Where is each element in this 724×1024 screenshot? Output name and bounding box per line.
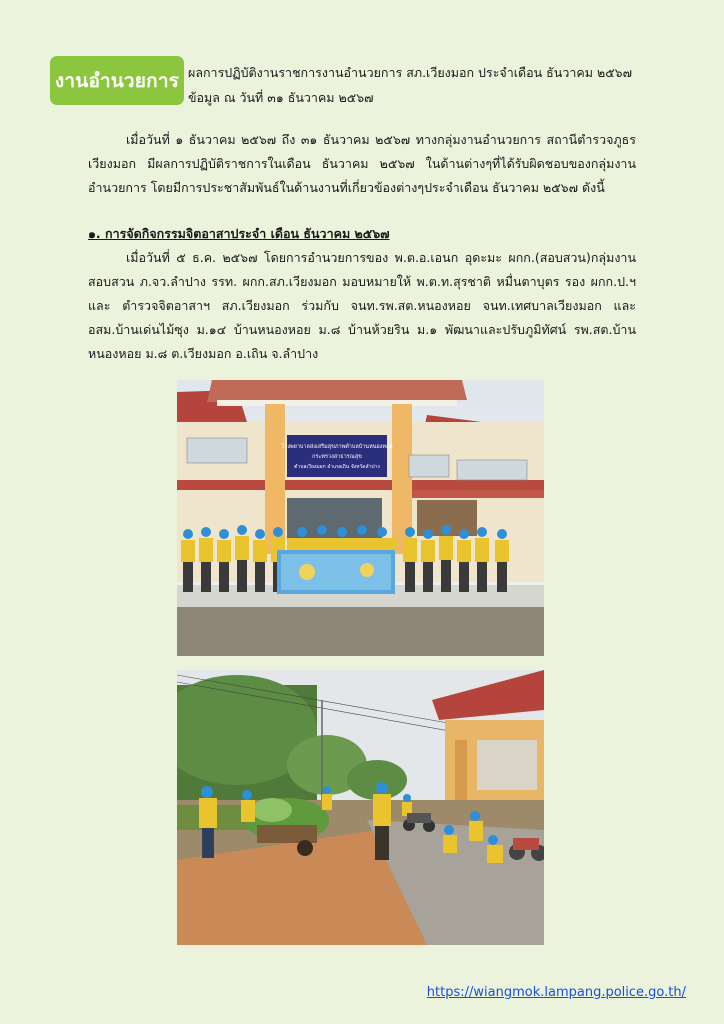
report-title: ผลการปฏิบัติงานราชการงานอำนวยการ สภ.เวียงมอก ประจำเดือน ธันวาคม ๒๕๖๗ bbox=[188, 65, 633, 80]
health-center-sign-line2: กระทรวงสาธารณสุข bbox=[312, 454, 362, 460]
health-center-sign-line3: ตำบลเวียงมอก อำเภอเถิน จังหวัดลำปาง bbox=[294, 464, 380, 470]
website-link[interactable]: https://wiangmok.lampang.police.go.th/ bbox=[426, 985, 686, 1000]
report-date: ข้อมูล ณ วันที่ ๓๑ ธันวาคม ๒๕๖๗ bbox=[188, 90, 374, 105]
intro-paragraph: เมื่อวันที่ ๑ ธันวาคม ๒๕๖๗ ถึง ๓๑ ธันวาคม ๒๕๖๗ ทางกลุ่มงานอำนวยการ สถานีตำรวจภูธรเวียงมอก มีผลการปฏิบัติราชการในเดือน ธันวาคม ๒๕๖๗ ในด้านต่างๆที่ได้รับผิดชอบของกลุ่มงานอำนวยการ โดยมีการประชาสัมพันธ์ในด้านงานที่เกี่ยวข้องต่างๆประจำเดือน ธันวาคม ๒๕๖๗ ดังนี้ bbox=[88, 132, 636, 195]
health-center-sign: โรงพยาบาลส่งเสริมสุขภาพตำบลบ้านหนองหอย bbox=[281, 444, 393, 450]
section-1-body: เมื่อวันที่ ๕ ธ.ค. ๒๕๖๗ โดยการอำนวยการของ พ.ต.อ.เอนก อุดะมะ ผกก.(สอบสวน)กลุ่มงานสอบสวน ภ.จว.ลำปาง รรท. ผกก.สภ.เวียงมอก มอบหมายให้ พ.ต.ท.สุรชาติ หมื่นตาบุตร รอง ผกก.ป.ฯ และ ตำรวจจิตอาสาฯ สภ.เวียงมอก ร่วมกับ จนท.รพ.สต.หนองหอย จนท.เทศบาลเวียงมอก และ อสม.บ้านเด่นไม้ซุง ม.๑๔ บ้านหนองหอย ม.๘ บ้านห้วยริน ม.๑ พัฒนาและปรับภูมิทัศน์ รพ.สต.บ้านหนองหอย ม.๘ ต.เวียงมอก อ.เถิน จ.ลำปาง bbox=[88, 250, 636, 361]
section-badge: งานอำนวยการ bbox=[50, 56, 184, 105]
section-1-title: ๑. การจัดกิจกรรมจิตอาสาประจำ เดือน ธันวาคม ๒๕๖๗ bbox=[88, 226, 390, 241]
photo-volunteers-gardening bbox=[177, 670, 544, 945]
photo-group-at-health-center bbox=[177, 380, 544, 656]
